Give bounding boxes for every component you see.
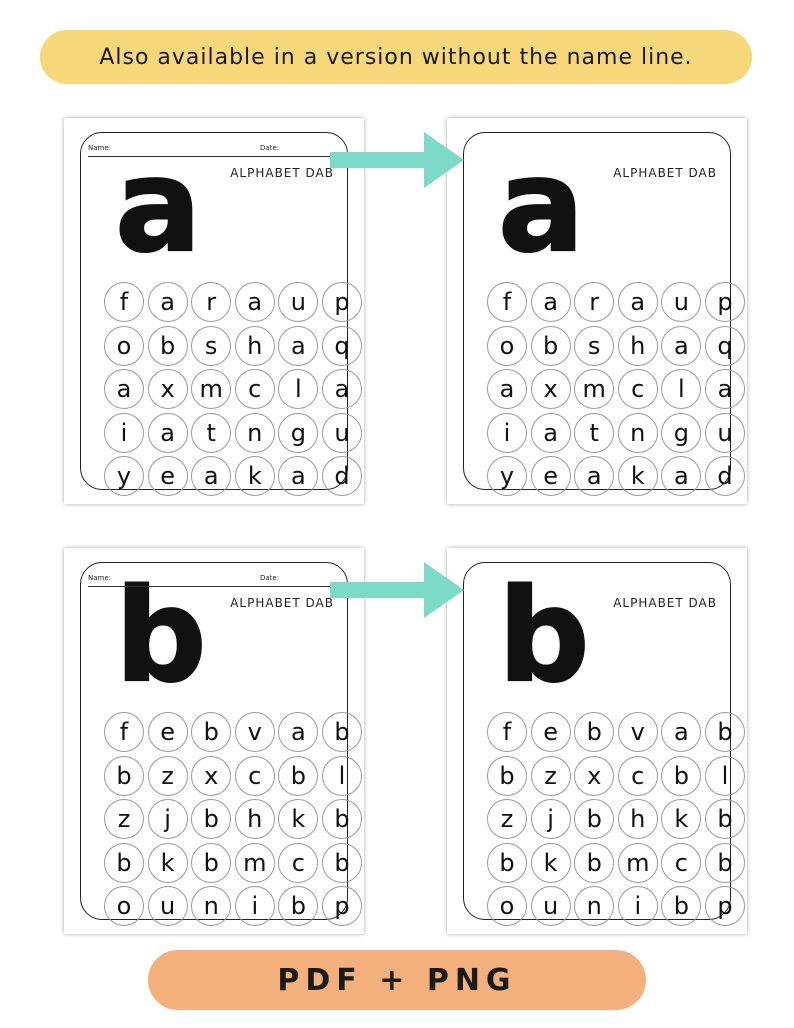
dab-circle: k — [661, 799, 701, 839]
dab-circle: p — [322, 282, 362, 322]
name-label: Name: — [88, 144, 112, 152]
dab-circle: y — [487, 456, 527, 496]
dab-circle: b — [278, 756, 318, 796]
dab-circle: a — [574, 456, 614, 496]
dab-circle: u — [278, 282, 318, 322]
target-letter: b — [115, 562, 207, 711]
dab-circle: q — [705, 326, 745, 366]
dab-circle: b — [705, 712, 745, 752]
dab-circle: x — [148, 369, 188, 409]
dab-circle: u — [148, 886, 188, 926]
dab-circle: a — [531, 282, 571, 322]
dab-circle: e — [531, 712, 571, 752]
dab-circle: n — [574, 886, 614, 926]
dab-circle: q — [322, 326, 362, 366]
dab-circle: i — [104, 413, 144, 453]
dab-circle: b — [322, 799, 362, 839]
dab-circle: o — [487, 326, 527, 366]
dab-circle: v — [235, 712, 275, 752]
dab-circle: b — [104, 756, 144, 796]
dab-circle: a — [531, 413, 571, 453]
dab-circle: a — [618, 282, 658, 322]
dab-circle: b — [191, 712, 231, 752]
name-date-line — [88, 144, 332, 157]
dab-circle: a — [278, 326, 318, 366]
dab-circle: b — [104, 843, 144, 883]
dab-circle: a — [148, 282, 188, 322]
dab-circle: v — [618, 712, 658, 752]
dab-circle: b — [531, 326, 571, 366]
dab-circle: r — [574, 282, 614, 322]
dab-circle: a — [322, 369, 362, 409]
dab-circle: u — [322, 413, 362, 453]
dab-circle: b — [487, 756, 527, 796]
dab-circle: r — [191, 282, 231, 322]
dab-circle: b — [661, 756, 701, 796]
dab-circle: l — [705, 756, 745, 796]
dab-circle: b — [574, 843, 614, 883]
dab-circle: b — [487, 843, 527, 883]
name-label: Name: — [88, 574, 112, 582]
worksheet-title: ALPHABET DAB — [613, 596, 717, 610]
dab-circle: k — [531, 843, 571, 883]
dab-circle: p — [322, 886, 362, 926]
dab-circle: n — [618, 413, 658, 453]
worksheet-a-no-name — [447, 118, 747, 504]
worksheet-frame — [463, 562, 731, 920]
dab-circle: b — [191, 843, 231, 883]
dab-circle: c — [618, 756, 658, 796]
dab-circle: a — [661, 456, 701, 496]
target-letter: a — [498, 132, 585, 281]
dab-circle: d — [705, 456, 745, 496]
dab-circle: o — [104, 886, 144, 926]
dab-circle: c — [278, 843, 318, 883]
dab-circle: b — [574, 799, 614, 839]
dab-circle: m — [618, 843, 658, 883]
worksheet-b-no-name — [447, 548, 747, 934]
dab-circle: a — [661, 326, 701, 366]
dab-grid — [487, 282, 749, 500]
dab-circle: b — [191, 799, 231, 839]
arrow-right-icon — [330, 132, 466, 188]
dab-circle: l — [661, 369, 701, 409]
dab-circle: k — [278, 799, 318, 839]
availability-banner: Also available in a version without the name line. — [40, 30, 752, 84]
name-date-line — [88, 574, 332, 587]
dab-circle: c — [235, 369, 275, 409]
dab-circle: t — [574, 413, 614, 453]
worksheet-title: ALPHABET DAB — [230, 166, 334, 180]
dab-circle: j — [148, 799, 188, 839]
dab-grid — [487, 712, 749, 930]
dab-circle: u — [661, 282, 701, 322]
worksheet-a-with-name — [64, 118, 364, 504]
date-label: Date: — [260, 574, 280, 582]
target-letter: b — [498, 562, 590, 711]
dab-circle: a — [104, 369, 144, 409]
dab-circle: h — [235, 326, 275, 366]
dab-circle: z — [148, 756, 188, 796]
dab-circle: b — [322, 843, 362, 883]
dab-circle: f — [104, 712, 144, 752]
dab-circle: a — [705, 369, 745, 409]
dab-circle: d — [322, 456, 362, 496]
dab-circle: u — [531, 886, 571, 926]
dab-circle: b — [661, 886, 701, 926]
dab-circle: g — [278, 413, 318, 453]
worksheet-title: ALPHABET DAB — [613, 166, 717, 180]
dab-circle: n — [235, 413, 275, 453]
dab-circle: o — [487, 886, 527, 926]
dab-circle: g — [661, 413, 701, 453]
dab-circle: f — [487, 282, 527, 322]
dab-circle: i — [487, 413, 527, 453]
dab-circle: h — [235, 799, 275, 839]
dab-circle: h — [618, 799, 658, 839]
dab-circle: b — [322, 712, 362, 752]
dab-circle: a — [191, 456, 231, 496]
dab-circle: i — [618, 886, 658, 926]
dab-circle: z — [104, 799, 144, 839]
dab-circle: a — [278, 456, 318, 496]
dab-circle: x — [531, 369, 571, 409]
dab-circle: e — [531, 456, 571, 496]
dab-circle: f — [104, 282, 144, 322]
dab-circle: k — [235, 456, 275, 496]
worksheet-frame — [80, 562, 348, 920]
worksheet-frame — [463, 132, 731, 490]
dab-circle: n — [191, 886, 231, 926]
dab-circle: k — [618, 456, 658, 496]
dab-circle: m — [235, 843, 275, 883]
worksheet-title: ALPHABET DAB — [230, 596, 334, 610]
date-label: Date: — [260, 144, 280, 152]
dab-circle: l — [322, 756, 362, 796]
arrow-right-icon — [330, 562, 466, 618]
dab-circle: x — [191, 756, 231, 796]
worksheet-frame — [80, 132, 348, 490]
dab-circle: s — [574, 326, 614, 366]
dab-grid — [104, 282, 366, 500]
dab-circle: p — [705, 282, 745, 322]
dab-circle: m — [191, 369, 231, 409]
format-badge: PDF + PNG — [148, 950, 646, 1010]
dab-circle: a — [235, 282, 275, 322]
dab-circle: l — [278, 369, 318, 409]
dab-circle: b — [278, 886, 318, 926]
dab-circle: k — [148, 843, 188, 883]
dab-circle: y — [104, 456, 144, 496]
dab-circle: b — [148, 326, 188, 366]
dab-circle: e — [148, 712, 188, 752]
dab-circle: b — [574, 712, 614, 752]
dab-circle: a — [661, 712, 701, 752]
dab-circle: u — [705, 413, 745, 453]
dab-circle: e — [148, 456, 188, 496]
dab-circle: p — [705, 886, 745, 926]
dab-circle: b — [705, 843, 745, 883]
dab-circle: a — [487, 369, 527, 409]
dab-circle: z — [531, 756, 571, 796]
dab-circle: m — [574, 369, 614, 409]
dab-circle: h — [618, 326, 658, 366]
dab-circle: a — [278, 712, 318, 752]
dab-circle: b — [705, 799, 745, 839]
dab-circle: a — [148, 413, 188, 453]
dab-circle: j — [531, 799, 571, 839]
dab-circle: i — [235, 886, 275, 926]
dab-circle: c — [235, 756, 275, 796]
dab-circle: s — [191, 326, 231, 366]
dab-circle: c — [618, 369, 658, 409]
dab-circle: x — [574, 756, 614, 796]
dab-grid — [104, 712, 366, 930]
dab-circle: c — [661, 843, 701, 883]
dab-circle: t — [191, 413, 231, 453]
dab-circle: o — [104, 326, 144, 366]
dab-circle: f — [487, 712, 527, 752]
target-letter: a — [115, 132, 202, 281]
worksheet-b-with-name — [64, 548, 364, 934]
dab-circle: z — [487, 799, 527, 839]
